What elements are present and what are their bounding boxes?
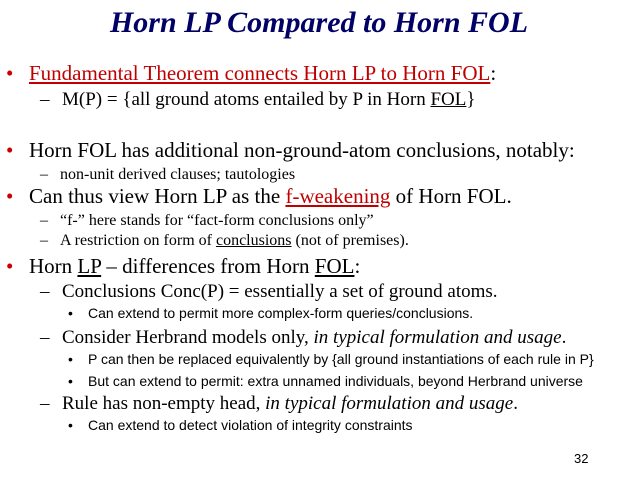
- detail-integrity-constraints: [68, 417, 413, 433]
- sub-bullet-herbrand-models: [40, 327, 566, 349]
- detail-text: P can then be replaced equivalently by {all ground instantiations of each rule in P}: [88, 351, 594, 367]
- page-number: 32: [574, 451, 589, 466]
- sub-bullet-text: Conclusions Conc(P) = essentially a set of ground atoms.: [62, 281, 498, 302]
- sub-bullet-text: A restriction on form of: [60, 232, 216, 249]
- slide-title: Horn LP Compared to Horn FOL: [109, 6, 529, 39]
- detail-unnamed-individuals: [68, 373, 583, 389]
- dot-marker: •: [68, 417, 73, 433]
- dash-marker: –: [40, 281, 50, 302]
- detail-ground-instantiations: [68, 351, 594, 367]
- dot-marker: •: [68, 373, 73, 389]
- bullet-marker: •: [6, 61, 14, 85]
- dot-marker: •: [68, 351, 73, 367]
- detail-text: Can extend to permit more complex-form queries/conclusions.: [88, 305, 474, 321]
- fol-underlined: FOL: [314, 254, 355, 278]
- dash-marker: –: [40, 393, 50, 414]
- sub-bullet-text: Rule has non-empty head,: [62, 393, 266, 414]
- bullet-horn-fol-conclusions: [6, 138, 575, 163]
- sub-bullet-m-of-p: [40, 89, 476, 111]
- sub-bullet-text: “f-” here stands for “fact-form conclusions only”: [60, 212, 374, 229]
- italic-phrase: in typical formulation and usage: [265, 393, 514, 414]
- sub-bullet-text-end: .: [513, 393, 518, 414]
- fol-underlined: FOL: [430, 89, 467, 110]
- sub-bullet-conclusions-conc: [40, 281, 498, 303]
- sub-bullet-restriction: [40, 232, 409, 250]
- bullet-text-rest: :: [490, 61, 497, 85]
- sub-bullet-text: M(P) = {all ground atoms entailed by P in Horn: [62, 89, 431, 110]
- sub-bullet-text: non-unit derived clauses; tautologies: [60, 166, 296, 183]
- bullet-marker: •: [6, 184, 14, 208]
- bullet-text-end: of Horn FOL.: [390, 184, 512, 208]
- sub-bullet-non-empty-head: [40, 393, 518, 415]
- detail-text: But can extend to permit: extra unnamed individuals, beyond Herbrand universe: [88, 373, 583, 389]
- bullet-fundamental-theorem: [6, 61, 496, 86]
- sub-bullet-non-unit-clauses: [40, 166, 295, 184]
- dash-marker: –: [40, 232, 48, 249]
- bullet-text-end: :: [354, 254, 361, 278]
- bullet-text: Horn: [29, 254, 78, 278]
- detail-text: Can extend to detect violation of integrity constraints: [88, 417, 413, 433]
- dash-marker: –: [40, 212, 48, 229]
- italic-phrase: in typical formulation and usage: [313, 327, 562, 348]
- sub-bullet-text: Consider Herbrand models only,: [62, 327, 314, 348]
- bullet-marker: •: [6, 138, 14, 162]
- sub-bullet-text-end: }: [466, 89, 476, 110]
- dash-marker: –: [40, 166, 48, 183]
- dash-marker: –: [40, 89, 50, 110]
- sub-bullet-text-end: .: [561, 327, 567, 348]
- lp-underlined: LP: [77, 254, 102, 278]
- sub-bullet-f-meaning: [40, 212, 374, 230]
- dot-marker: •: [68, 305, 73, 321]
- bullet-marker: •: [6, 254, 14, 278]
- dash-marker: –: [40, 327, 50, 348]
- bullet-f-weakening: [6, 184, 512, 209]
- sub-bullet-text-end: (not of premises).: [291, 232, 409, 249]
- detail-complex-queries: [68, 305, 473, 321]
- bullet-text: Horn FOL has additional non-ground-atom conclusions, notably:: [29, 138, 575, 162]
- bullet-horn-lp-differences: [6, 254, 360, 279]
- bullet-text: Can thus view Horn LP as the: [29, 184, 286, 208]
- bullet-text-mid: – differences from Horn: [101, 254, 315, 278]
- conclusions-underlined: conclusions: [215, 232, 292, 249]
- f-weakening-link[interactable]: f-weakening: [285, 184, 391, 208]
- fundamental-theorem-link[interactable]: Fundamental Theorem connects Horn LP to Horn FOL: [29, 61, 491, 85]
